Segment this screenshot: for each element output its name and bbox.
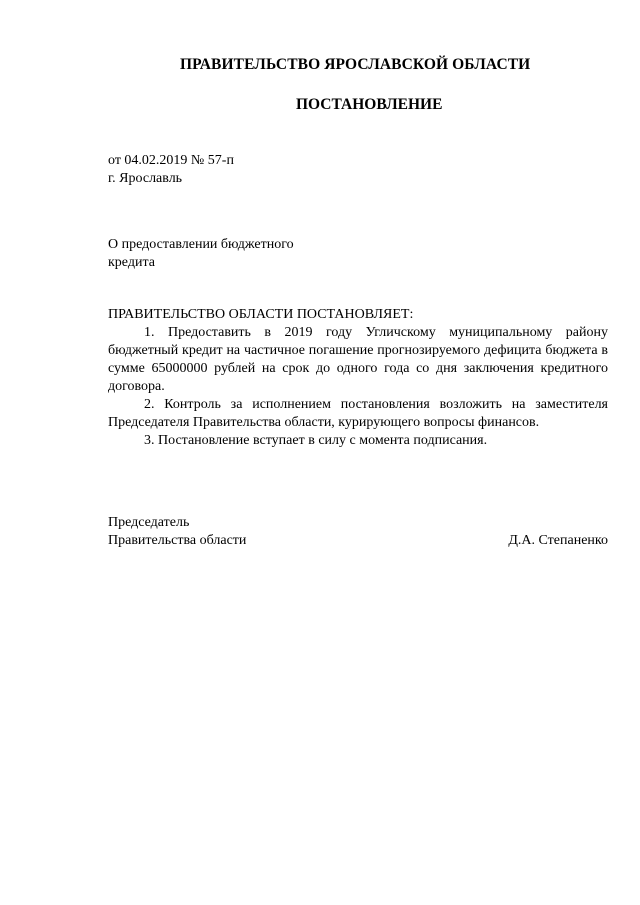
resolution-preamble: ПРАВИТЕЛЬСТВО ОБЛАСТИ ПОСТАНОВЛЯЕТ: [108, 307, 414, 322]
signatory-title-line-2: Правительства области [108, 533, 247, 548]
date-and-number: от 04.02.2019 № 57-п [108, 153, 234, 168]
document-type-heading: ПОСТАНОВЛЕНИЕ [296, 96, 443, 113]
signatory-title-line-1: Председатель [108, 515, 190, 530]
issuing-authority-heading: ПРАВИТЕЛЬСТВО ЯРОСЛАВСКОЙ ОБЛАСТИ [180, 56, 531, 73]
subject-line-1: О предоставлении бюджетного [108, 237, 294, 252]
document-subject [108, 236, 328, 272]
signature-row [108, 532, 608, 550]
resolution-paragraph-2: 2. Контроль за исполнением постановления возложить на заместителя Председателя Правительства области, курирующего вопросы финансов. [108, 397, 608, 430]
signature-block [108, 514, 608, 550]
document-meta [108, 152, 234, 188]
resolution-paragraph-3: 3. Постановление вступает в силу с момента подписания. [144, 433, 488, 448]
city-of-issue: г. Ярославль [108, 171, 183, 186]
resolution-body [108, 306, 608, 450]
resolution-paragraph-1: 1. Предоставить в 2019 году Угличскому муниципальному району бюджетный кредит на частичное погашение прогнозируемого дефицита бюджета в сумме 65000000 рублей на срок до одного года со дня заключения кредитного договора. [108, 325, 608, 394]
subject-line-2: кредита [108, 255, 155, 270]
signatory-name: Д.А. Степаненко [508, 533, 608, 548]
